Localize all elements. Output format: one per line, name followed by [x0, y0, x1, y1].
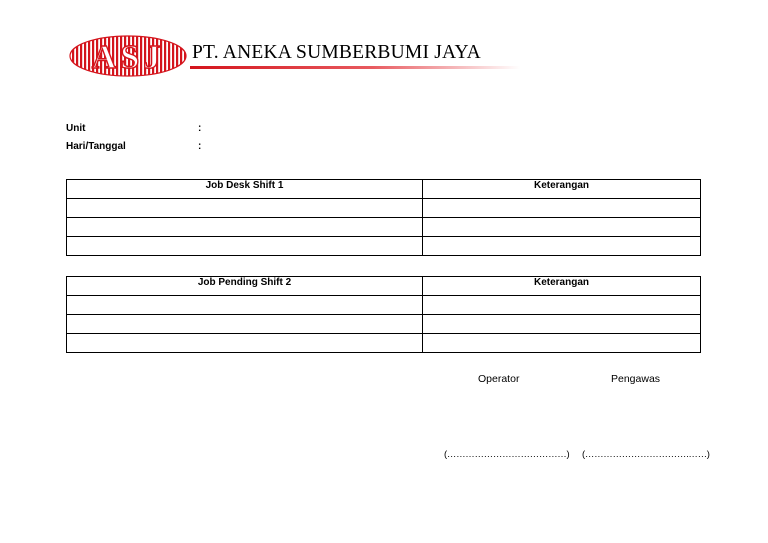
company-logo [68, 35, 188, 77]
date-colon: : [198, 141, 202, 152]
operator-label: Operator [478, 373, 520, 385]
supervisor-label: Pengawas [611, 373, 661, 385]
table-cell[interactable] [67, 237, 423, 256]
supervisor-signature-line: (…………………………….……) [582, 449, 710, 460]
date-label: Hari/Tanggal [66, 141, 126, 152]
unit-colon: : [198, 123, 202, 134]
company-name: PT. ANEKA SUMBERBUMI JAYA [192, 42, 481, 63]
unit-label: Unit [66, 123, 86, 134]
table-cell[interactable] [423, 315, 701, 334]
table-cell[interactable] [67, 334, 423, 353]
table-row [67, 218, 701, 237]
table-row [67, 296, 701, 315]
table-cell[interactable] [67, 315, 423, 334]
table-row [67, 315, 701, 334]
table-cell[interactable] [67, 199, 423, 218]
table-cell[interactable] [67, 218, 423, 237]
logo-text: ASJ [91, 39, 165, 76]
table-cell[interactable] [423, 218, 701, 237]
table-row [67, 237, 701, 256]
job-desk-table [66, 179, 701, 256]
job-pending-header: Job Pending Shift 2 [67, 277, 423, 296]
table-row [67, 334, 701, 353]
table-cell[interactable] [67, 296, 423, 315]
keterangan-header: Keterangan [423, 180, 701, 199]
table-cell[interactable] [423, 334, 701, 353]
job-desk-header: Job Desk Shift 1 [67, 180, 423, 199]
table-cell[interactable] [423, 199, 701, 218]
operator-signature-line: (…………………………………) [444, 449, 570, 460]
table-row [67, 199, 701, 218]
job-pending-table [66, 276, 701, 353]
table-cell[interactable] [423, 237, 701, 256]
table-cell[interactable] [423, 296, 701, 315]
table-header-row [67, 180, 701, 199]
keterangan-header: Keterangan [423, 277, 701, 296]
header-divider [190, 66, 520, 69]
table-header-row [67, 277, 701, 296]
